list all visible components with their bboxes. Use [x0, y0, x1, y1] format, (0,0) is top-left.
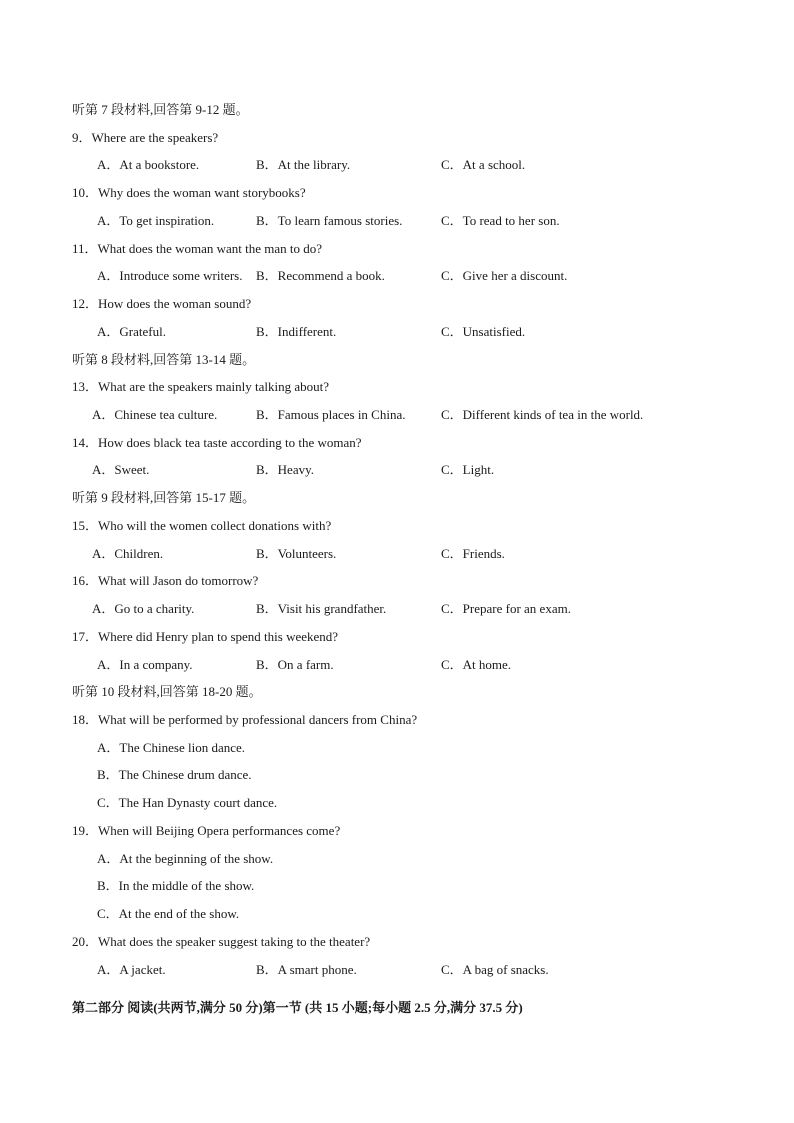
question-14: 14．How does black tea taste according to the woman?	[72, 435, 362, 450]
option-c: C．Light.	[441, 462, 495, 477]
question-19: 19．When will Beijing Opera performances come?	[72, 823, 341, 838]
option-b: B．To learn famous stories.	[256, 213, 403, 228]
question-18: 18．What will be performed by professional dancers from China?	[72, 712, 418, 727]
question-11: 11．What does the woman want the man to do?	[72, 241, 323, 256]
option-b: B．In the middle of the show.	[97, 878, 255, 893]
question-13: 13．What are the speakers mainly talking about?	[72, 379, 330, 394]
option-a: A．Children.	[92, 546, 164, 561]
option-b: B．Recommend a book.	[256, 268, 385, 283]
option-a: A．Go to a charity.	[92, 601, 195, 616]
option-b: B．Famous places in China.	[256, 407, 406, 422]
option-a: A．Sweet.	[92, 462, 150, 477]
option-a: A．In a company.	[97, 657, 193, 672]
section-heading: 听第 8 段材料,回答第 13-14 题。	[72, 352, 256, 367]
section-heading: 听第 9 段材料,回答第 15-17 题。	[72, 490, 256, 505]
option-b: B．At the library.	[256, 157, 351, 172]
option-a: A．At a bookstore.	[97, 157, 200, 172]
option-c: C．A bag of snacks.	[441, 962, 549, 977]
question-17: 17．Where did Henry plan to spend this weekend?	[72, 629, 339, 644]
option-c: C．Give her a discount.	[441, 268, 568, 283]
option-b: B．On a farm.	[256, 657, 334, 672]
option-a: A．Introduce some writers.	[97, 268, 243, 283]
option-b: B．Indifferent.	[256, 324, 337, 339]
question-16: 16．What will Jason do tomorrow?	[72, 573, 259, 588]
option-c: C．Different kinds of tea in the world.	[441, 407, 644, 422]
option-c: C．To read to her son.	[441, 213, 560, 228]
option-b: B．Visit his grandfather.	[256, 601, 387, 616]
question-9: 9．Where are the speakers?	[72, 130, 219, 145]
option-c: C．Unsatisfied.	[441, 324, 526, 339]
option-c: C．Prepare for an exam.	[441, 601, 571, 616]
option-a: A．At the beginning of the show.	[97, 851, 274, 866]
section-heading: 听第 7 段材料,回答第 9-12 题。	[72, 102, 249, 117]
option-c: C．Friends.	[441, 546, 505, 561]
question-10: 10．Why does the woman want storybooks?	[72, 185, 306, 200]
option-c: C．The Han Dynasty court dance.	[97, 795, 278, 810]
option-b: B．Volunteers.	[256, 546, 337, 561]
option-a: A．Grateful.	[97, 324, 166, 339]
option-a: A．To get inspiration.	[97, 213, 215, 228]
option-b: B．Heavy.	[256, 462, 315, 477]
option-c: C．At home.	[441, 657, 512, 672]
option-c: C．At the end of the show.	[97, 906, 240, 921]
option-b: B．A smart phone.	[256, 962, 357, 977]
question-20: 20．What does the speaker suggest taking to the theater?	[72, 934, 371, 949]
question-12: 12．How does the woman sound?	[72, 296, 252, 311]
option-a: A．Chinese tea culture.	[92, 407, 218, 422]
question-15: 15．Who will the women collect donations with?	[72, 518, 332, 533]
option-a: A．The Chinese lion dance.	[97, 740, 246, 755]
option-a: A．A jacket.	[97, 962, 166, 977]
option-b: B．The Chinese drum dance.	[97, 767, 252, 782]
option-c: C．At a school.	[441, 157, 526, 172]
part-two-heading: 第二部分 阅读(共两节,满分 50 分)第一节 (共 15 小题;每小题 2.5 分,满分 37.5 分)	[72, 1000, 523, 1015]
section-heading: 听第 10 段材料,回答第 18-20 题。	[72, 684, 262, 699]
